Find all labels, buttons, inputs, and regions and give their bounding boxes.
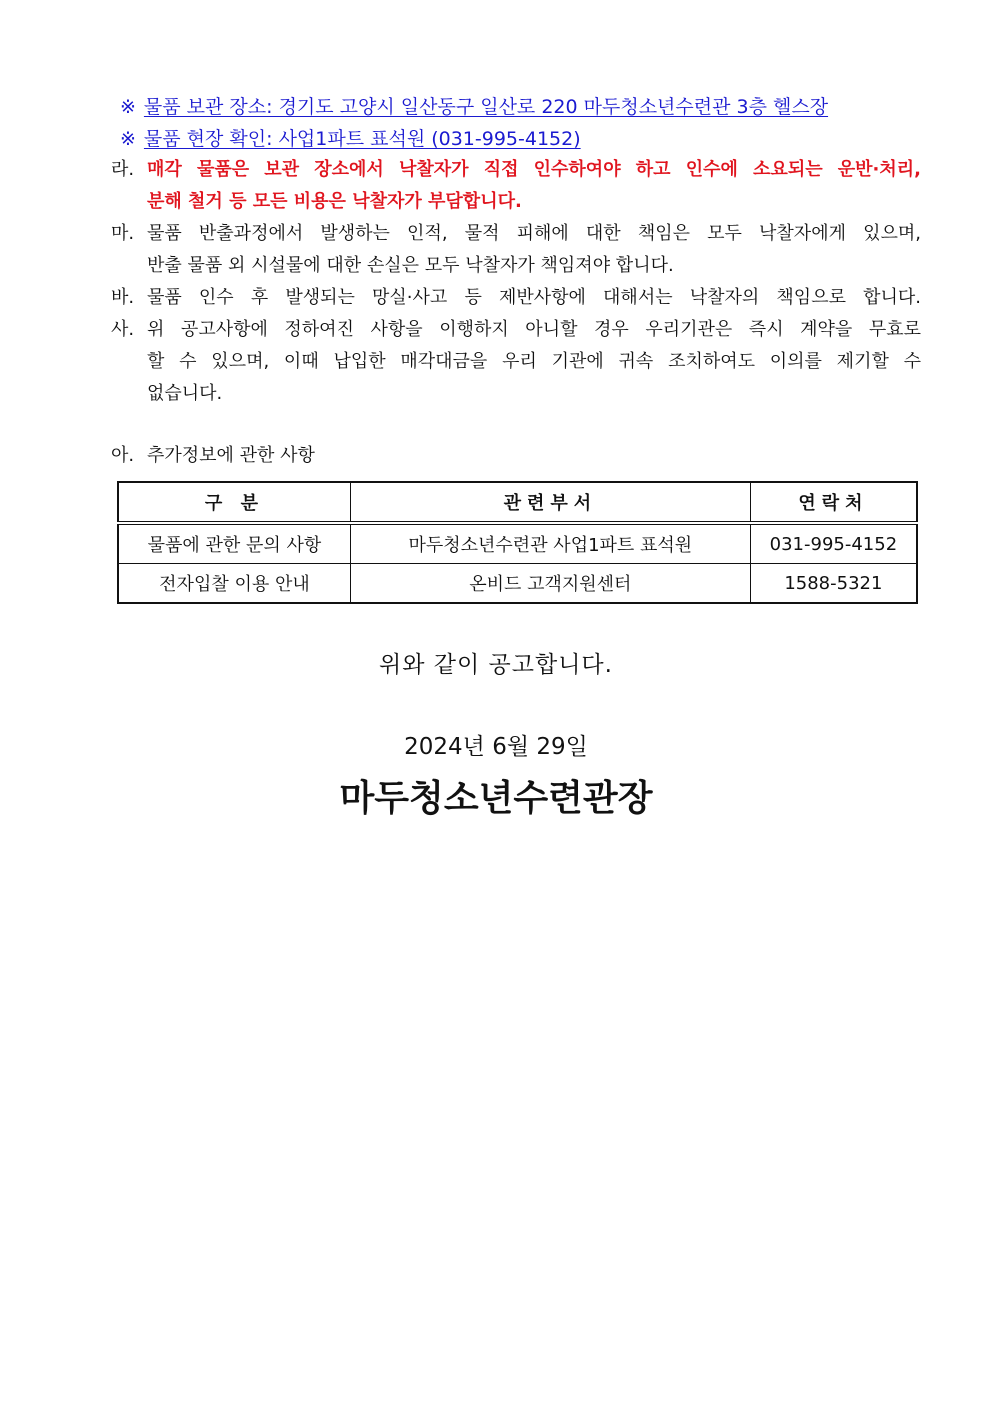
item-a [111, 440, 921, 472]
item-sa [111, 314, 921, 410]
item-line: 매각 물품은 보관 장소에서 낙찰자가 직접 인수하여야 하고 인수에 소요되는 운반·처리, [147, 159, 921, 180]
header-contact: 연락처 [750, 482, 917, 523]
table-row [118, 564, 917, 604]
table-header-row [118, 482, 917, 523]
reference-mark: ※ [120, 96, 136, 118]
item-label: 라. [111, 159, 135, 180]
cell-category: 물품에 관한 문의 사항 [118, 523, 350, 564]
item-line: 반출 물품 외 시설물에 대한 손실은 모두 낙찰자가 책임져야 합니다. [147, 255, 674, 276]
storage-location-note [120, 92, 828, 119]
site-check-note [120, 124, 581, 151]
contact-table [117, 481, 918, 604]
cell-contact: 031-995-4152 [750, 523, 917, 564]
table-row [118, 523, 917, 564]
item-ba [111, 282, 921, 314]
cell-department: 온비드 고객지원센터 [350, 564, 750, 604]
item-label: 사. [111, 319, 135, 340]
item-ra [111, 154, 921, 218]
note-text: 물품 현장 확인: 사업1파트 표석원 (031-995-4152) [143, 128, 581, 150]
item-line: 물품 반출과정에서 발생하는 인적, 물적 피해에 대한 책임은 모두 낙찰자에게 있으며, [147, 223, 921, 244]
notice-date: 2024년 6월 29일 [404, 734, 588, 760]
item-ma [111, 218, 921, 282]
item-line: 분해 철거 등 모든 비용은 낙찰자가 부담합니다. [147, 191, 522, 212]
issuer-name: 마두청소년수련관장 [339, 778, 653, 819]
item-label: 바. [111, 287, 135, 308]
closing-statement: 위와 같이 공고합니다. [379, 652, 613, 678]
item-line: 할 수 있으며, 이때 납입한 매각대금을 우리 기관에 귀속 조치하여도 이의를 제기할 수 [147, 351, 921, 372]
reference-mark: ※ [120, 128, 136, 150]
note-text: 물품 보관 장소: 경기도 고양시 일산동구 일산로 220 마두청소년수련관 3층 헬스장 [143, 96, 829, 118]
item-line: 추가정보에 관한 사항 [147, 445, 315, 466]
item-line: 없습니다. [147, 383, 223, 404]
cell-category: 전자입찰 이용 안내 [118, 564, 350, 604]
cell-contact: 1588-5321 [750, 564, 917, 604]
cell-department: 마두청소년수련관 사업1파트 표석원 [350, 523, 750, 564]
item-label: 아. [111, 445, 135, 466]
header-department: 관련부서 [350, 482, 750, 523]
header-category: 구 분 [118, 482, 350, 523]
item-label: 마. [111, 223, 135, 244]
item-line: 위 공고사항에 정하여진 사항을 이행하지 아니할 경우 우리기관은 즉시 계약을 무효로 [147, 319, 921, 340]
item-line: 물품 인수 후 발생되는 망실·사고 등 제반사항에 대해서는 낙찰자의 책임으로 합니다. [147, 287, 921, 308]
